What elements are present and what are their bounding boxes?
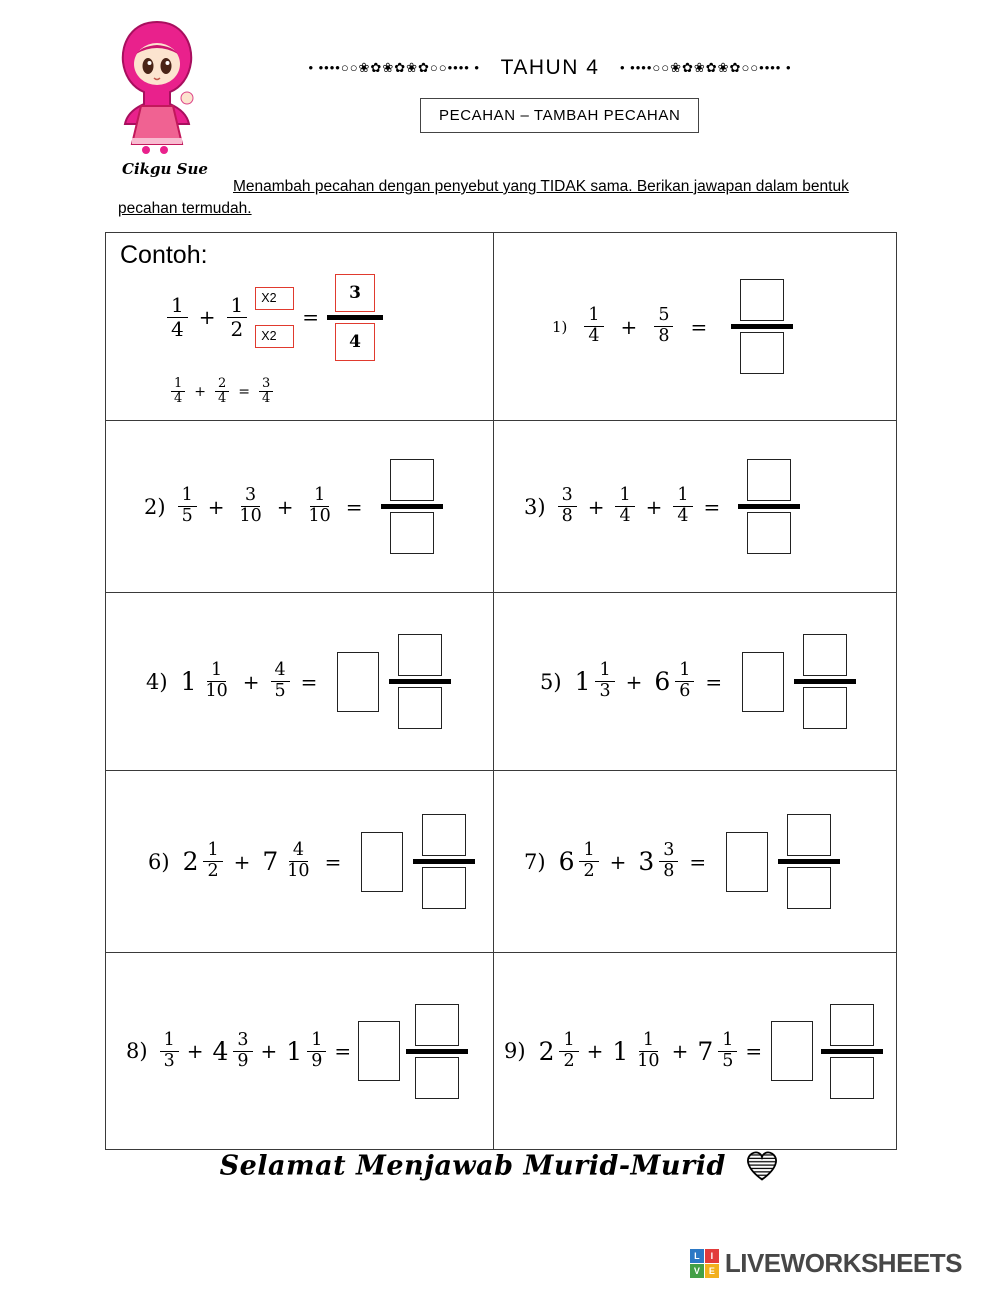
answer-fraction — [389, 634, 451, 729]
girl-in-hijab-illustration — [112, 16, 202, 158]
answer-fraction — [406, 1004, 468, 1099]
answer-fraction — [738, 459, 800, 554]
mixed-number-term: 1 $\frac{1}{10}$ — [612, 1029, 660, 1071]
problem-number: 3) — [524, 494, 546, 519]
fraction-term: $\frac{1}{4}$ — [673, 486, 692, 526]
fraction-term: $\frac{4}{5}$ — [271, 661, 290, 701]
fraction-bar — [406, 1049, 468, 1054]
example-equation — [164, 274, 383, 361]
decorative-border-right: • ••••○○❀✿❀✿❀✿○○•••• • — [620, 60, 792, 75]
problem-4 — [106, 634, 493, 729]
plus-operator: + — [194, 383, 207, 400]
example-working — [168, 377, 276, 407]
fraction-bar — [794, 679, 856, 684]
heart-icon — [744, 1150, 780, 1182]
problems-table — [105, 232, 897, 1150]
logo-square: I — [705, 1249, 719, 1263]
multiplier-top-box: X2 — [255, 287, 294, 310]
answer-box-whole[interactable] — [358, 1021, 400, 1081]
answer-box-denominator[interactable] — [415, 1057, 459, 1099]
closing-message-row — [0, 1150, 1000, 1182]
plus-operator: + — [186, 1039, 204, 1063]
liveworksheets-logo-icon — [690, 1249, 719, 1278]
fraction-term: $\frac{1}{2}$ — [227, 294, 248, 340]
fraction-term: $\frac{1}{4}$ — [170, 377, 186, 407]
mixed-number-term: 6 $\frac{1}{2}$ — [555, 841, 602, 881]
plus-operator: + — [260, 1039, 278, 1063]
mixed-number-term: 2 $\frac{1}{2}$ — [179, 841, 226, 881]
problem-number: 7) — [524, 849, 546, 874]
instructions-line2: pecahan termudah. — [118, 200, 252, 217]
problem-1 — [494, 279, 896, 374]
brand-name: LIVEWORKSHEETS — [724, 1248, 962, 1278]
answer-fraction — [731, 279, 793, 374]
mascot-image — [112, 16, 202, 158]
answer-mixed — [730, 634, 856, 729]
equals-operator: = — [705, 669, 723, 694]
answer-mixed — [325, 634, 451, 729]
worksheet-subtitle-box — [420, 98, 699, 133]
fraction-term: $\frac{1}{4}$ — [584, 306, 603, 346]
problem-cell-1 — [494, 233, 896, 421]
fraction-term: $\frac{5}{8}$ — [654, 306, 673, 346]
title-row — [205, 56, 895, 80]
problem-9 — [494, 1004, 896, 1099]
answer-box-numerator[interactable] — [422, 814, 466, 856]
answer-mixed — [767, 1004, 883, 1099]
closing-message: Selamat Menjawab Murid-Murid — [219, 1150, 726, 1182]
plus-operator: + — [671, 1039, 689, 1063]
mixed-number-term: 1 $\frac{1}{3}$ — [571, 661, 618, 701]
answer-box-numerator[interactable] — [415, 1004, 459, 1046]
page-title: TAHUN 4 — [500, 56, 600, 79]
fraction-bar — [389, 679, 451, 684]
equals-operator: = — [324, 849, 342, 874]
answer-box-whole[interactable] — [726, 832, 768, 892]
plus-operator: + — [645, 494, 663, 519]
problem-cell-2 — [106, 421, 494, 593]
multiplier-annotation — [255, 287, 294, 348]
answer-box-whole[interactable] — [337, 652, 379, 712]
problem-2 — [106, 459, 493, 554]
plus-operator: + — [242, 669, 260, 694]
answer-mixed — [349, 814, 475, 909]
problem-cell-9 — [494, 953, 896, 1149]
mixed-number-term: 2 $\frac{1}{2}$ — [535, 1031, 582, 1071]
problem-7 — [494, 814, 896, 909]
answer-box-numerator[interactable] — [830, 1004, 874, 1046]
equals-operator: = — [300, 669, 318, 694]
problem-number: 8) — [126, 1039, 148, 1063]
answer-box-whole[interactable] — [361, 832, 403, 892]
answer-fraction — [821, 1004, 883, 1099]
answer-fraction — [413, 814, 475, 909]
answer-box-denominator[interactable] — [787, 867, 831, 909]
answer-box-denominator[interactable] — [830, 1057, 874, 1099]
answer-box-denominator[interactable] — [747, 512, 791, 554]
mixed-number-term: 7 $\frac{1}{5}$ — [693, 1031, 740, 1071]
equals-operator: = — [745, 1039, 763, 1063]
problem-6 — [106, 814, 493, 909]
problem-number: 6) — [148, 849, 170, 874]
problem-number: 5) — [540, 669, 562, 694]
problem-8 — [106, 1004, 493, 1099]
decorative-border-left: • ••••○○❀✿❀✿❀✿○○•••• • — [308, 60, 480, 75]
fraction-bar — [327, 315, 383, 320]
equals-operator: = — [690, 314, 708, 339]
fraction-term: $\frac{1}{4}$ — [167, 294, 188, 340]
plus-operator: + — [276, 494, 294, 519]
fraction-term: $\frac{1}{4}$ — [615, 486, 634, 526]
fraction-term: $\frac{1}{3}$ — [160, 1031, 179, 1071]
problem-number: 9) — [504, 1039, 526, 1063]
answer-box-numerator[interactable] — [803, 634, 847, 676]
plus-operator: + — [609, 849, 627, 874]
plus-operator: + — [198, 305, 216, 330]
plus-operator: + — [233, 849, 251, 874]
equals-operator: = — [334, 1039, 352, 1063]
mixed-number-term: 7 $\frac{4}{10}$ — [262, 840, 310, 881]
fraction-term: $\frac{1}{10}$ — [308, 485, 331, 526]
answer-fraction — [778, 814, 840, 909]
equals-operator: = — [238, 383, 251, 400]
answer-box-denominator[interactable] — [803, 687, 847, 729]
problem-3 — [494, 459, 896, 554]
answer-box-numerator[interactable] — [747, 459, 791, 501]
answer-mixed — [714, 814, 840, 909]
logo-square: E — [705, 1264, 719, 1278]
fraction-term: $\frac{2}{4}$ — [214, 377, 230, 407]
answer-box-whole[interactable] — [742, 652, 784, 712]
instructions — [118, 176, 893, 220]
plus-operator: + — [207, 494, 225, 519]
plus-operator: + — [586, 1039, 604, 1063]
instructions-line1: Menambah pecahan dengan penyebut yang TIDAK sama. Berikan jawapan dalam bentuk — [233, 178, 849, 195]
worksheet-subtitle: PECAHAN – TAMBAH PECAHAN — [439, 107, 681, 124]
example-answer-denominator: 4 — [335, 323, 375, 361]
equals-operator: = — [703, 494, 721, 519]
problem-cell-7 — [494, 771, 896, 953]
example-cell — [106, 233, 494, 421]
logo-square: L — [690, 1249, 704, 1263]
answer-box-whole[interactable] — [771, 1021, 813, 1081]
problem-number: 2) — [144, 494, 166, 519]
fraction-bar — [413, 859, 475, 864]
answer-box-denominator[interactable] — [390, 512, 434, 554]
plus-operator: + — [620, 314, 638, 339]
mixed-number-term: 6 $\frac{1}{6}$ — [650, 661, 697, 701]
problem-cell-4 — [106, 593, 494, 771]
fraction-term: $\frac{1}{5}$ — [178, 486, 197, 526]
answer-box-denominator[interactable] — [740, 332, 784, 374]
mixed-number-term: 4 $\frac{3}{9}$ — [208, 1031, 255, 1071]
liveworksheets-brand — [690, 1248, 962, 1279]
example-answer-numerator: 3 — [335, 274, 375, 312]
fraction-bar — [738, 504, 800, 509]
answer-box-denominator[interactable] — [422, 867, 466, 909]
problem-cell-8 — [106, 953, 494, 1149]
answer-fraction — [381, 459, 443, 554]
fraction-bar — [778, 859, 840, 864]
mixed-number-term: 1 $\frac{1}{9}$ — [282, 1031, 329, 1071]
answer-mixed — [356, 1004, 468, 1099]
answer-fraction — [794, 634, 856, 729]
mixed-number-term: 3 $\frac{3}{8}$ — [634, 841, 681, 881]
fraction-term: $\frac{3}{8}$ — [558, 486, 577, 526]
plus-operator: + — [587, 494, 605, 519]
plus-operator: + — [625, 669, 643, 694]
teacher-name: Cikgu Sue — [122, 160, 208, 178]
logo-square: V — [690, 1264, 704, 1278]
answer-box-denominator[interactable] — [398, 687, 442, 729]
problem-number: 1) — [552, 317, 568, 336]
equals-operator: = — [689, 849, 707, 874]
example-label: Contoh: — [120, 241, 208, 269]
fraction-term: $\frac{3}{10}$ — [239, 485, 262, 526]
problem-cell-6 — [106, 771, 494, 953]
multiplier-bottom-box: X2 — [255, 325, 294, 348]
problem-cell-5 — [494, 593, 896, 771]
answer-box-numerator[interactable] — [787, 814, 831, 856]
answer-box-numerator[interactable] — [740, 279, 784, 321]
fraction-bar — [381, 504, 443, 509]
problem-number: 4) — [146, 669, 168, 694]
problem-5 — [494, 634, 896, 729]
mixed-number-term: 1 $\frac{1}{10}$ — [180, 660, 228, 701]
equals-operator: = — [302, 305, 319, 330]
fraction-bar — [731, 324, 793, 329]
problem-cell-3 — [494, 421, 896, 593]
example-answer — [327, 274, 383, 361]
fraction-bar — [821, 1049, 883, 1054]
answer-box-numerator[interactable] — [390, 459, 434, 501]
fraction-result: $\frac{3}{4}$ — [258, 377, 274, 407]
answer-box-numerator[interactable] — [398, 634, 442, 676]
equals-operator: = — [345, 494, 363, 519]
